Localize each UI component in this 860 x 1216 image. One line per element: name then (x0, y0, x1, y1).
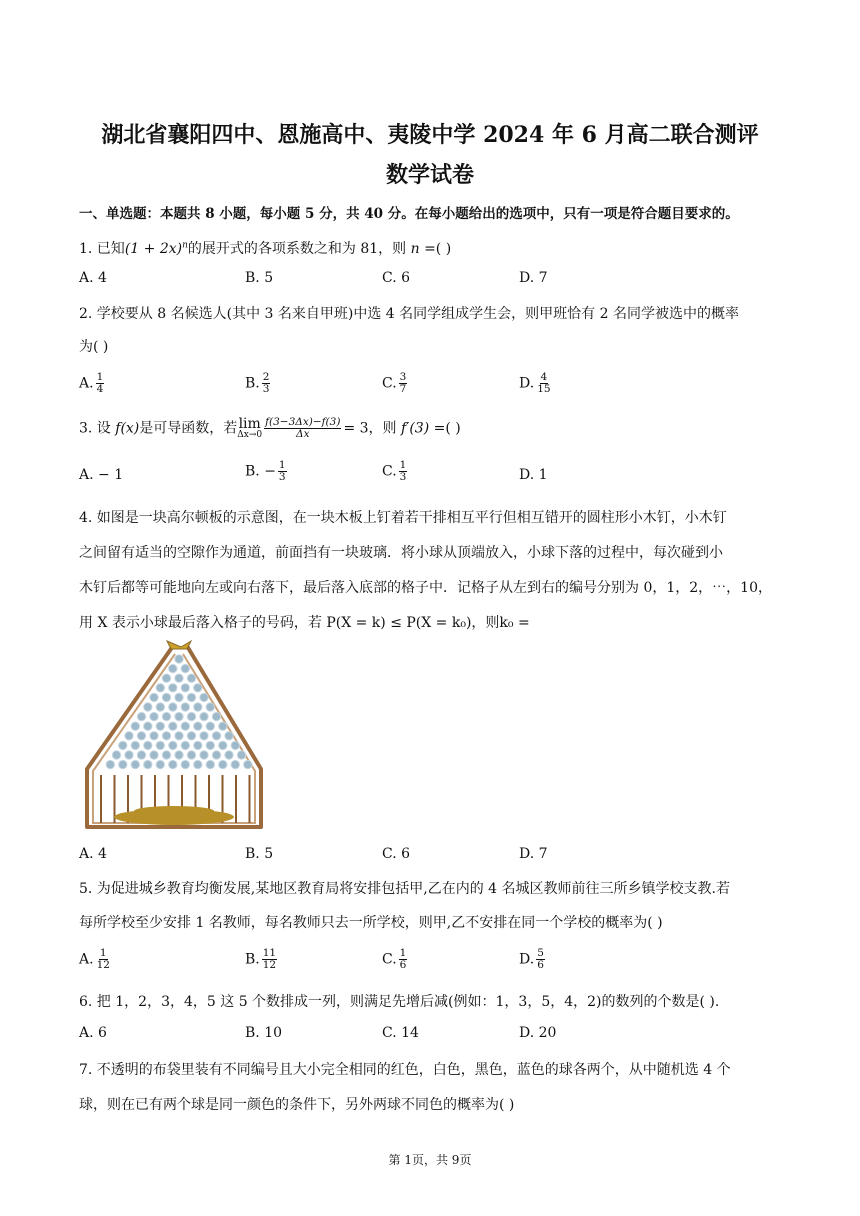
q4-option-b: B. 5 (245, 846, 274, 862)
peg (194, 741, 202, 749)
peg (225, 751, 233, 759)
q2-d-num: 4 (540, 371, 548, 383)
q3-fx: f(x) (115, 420, 140, 437)
peg (169, 741, 177, 749)
q3-num: f(3−3Δx)−f(3) (265, 416, 341, 428)
funnel-icon (167, 641, 191, 649)
peg (162, 712, 170, 720)
question-4-line-1: 4. 如图是一块高尔顿板的示意图，在一块木板上钉着若干排相互平行但相互错开的圆柱形小木钉，小木钉 (79, 510, 727, 526)
q3-option-c-label: C. (382, 463, 397, 480)
q3-text-c: = 3，则 (343, 420, 401, 437)
q6-option-c: C. 14 (382, 1025, 419, 1041)
q2-option-a (79, 372, 106, 395)
peg (169, 684, 177, 692)
exam-subtitle: 数学试卷 (385, 162, 474, 188)
question-4-line-4: 用 X 表示小球最后落入格子的号码，若 P(X = k) ≤ P(X = k₀)，则k₀ = (79, 615, 530, 631)
peg (200, 751, 208, 759)
peg (187, 674, 195, 682)
q5-option-b (245, 948, 279, 971)
peg (194, 760, 202, 768)
peg (144, 703, 152, 711)
peg (162, 674, 170, 682)
peg (181, 703, 189, 711)
peg (131, 741, 139, 749)
peg (175, 712, 183, 720)
peg (212, 712, 220, 720)
peg (156, 760, 164, 768)
peg (219, 760, 227, 768)
q2-option-d-label: D. (519, 375, 535, 392)
question-5-line-2: 每所学校至少安排 1 名教师，每名教师只去一所学校，则甲,乙不安排在同一个学校的概率为( ) (79, 915, 663, 931)
peg (150, 712, 158, 720)
q3-lim-sub: Δx→0 (237, 430, 263, 441)
q3-option-b-fraction (278, 460, 287, 483)
q5-c-den: 6 (399, 959, 407, 972)
section-heading: 一、单选题：本题共 8 小题，每小题 5 分，共 40 分。在每小题给出的选项中，只有一项是符合题目要求的。 (79, 206, 739, 222)
peg (237, 751, 245, 759)
peg (181, 722, 189, 730)
question-7-line-1: 7. 不透明的布袋里装有不同编号且大小完全相同的红色，白色，黑色，蓝色的球各两个，从中随机选 4 个 (79, 1062, 731, 1078)
q2-option-a-fraction (96, 372, 105, 395)
peg (156, 684, 164, 692)
q5-option-d-fraction (536, 948, 545, 971)
q5-option-c-label: C. (382, 951, 397, 968)
q5-b-den: 12 (262, 959, 277, 972)
peg (175, 655, 183, 663)
q5-option-a-fraction (96, 948, 111, 971)
q3-c-den: 3 (399, 471, 407, 484)
q1-expr: (1 + 2x) (124, 241, 183, 257)
peg (106, 760, 114, 768)
q5-option-d (519, 948, 547, 971)
q2-option-a-label: A. (79, 375, 94, 392)
peg (175, 674, 183, 682)
q5-option-b-fraction (262, 948, 277, 971)
peg (194, 722, 202, 730)
peg (181, 741, 189, 749)
q5-d-den: 6 (537, 959, 544, 972)
q3-b-den: 3 (278, 471, 286, 484)
peg (169, 760, 177, 768)
q2-a-num: 1 (96, 371, 104, 383)
peg (156, 741, 164, 749)
peg (175, 732, 183, 740)
q3-den: Δx (296, 428, 310, 441)
peg (162, 693, 170, 701)
peg (150, 751, 158, 759)
collected-balls (114, 806, 234, 825)
q3-text-a: 3. 设 (79, 420, 116, 437)
peg (175, 751, 183, 759)
peg (175, 693, 183, 701)
peg (200, 693, 208, 701)
peg (169, 664, 177, 672)
peg (187, 732, 195, 740)
question-5-line-1: 5. 为促进城乡教育均衡发展,某地区教育局将安排包括甲,乙在内的 4 名城区教师前往三所乡镇学校支教.若 (79, 881, 730, 897)
peg (137, 712, 145, 720)
peg (169, 703, 177, 711)
q1-var: n (410, 241, 420, 257)
peg (194, 684, 202, 692)
peg (212, 751, 220, 759)
q2-option-c-fraction (399, 372, 408, 395)
peg (169, 722, 177, 730)
q3-c-num: 1 (399, 459, 407, 471)
question-2-line-1: 2. 学校要从 8 名候选人(其中 3 名来自甲班)中选 4 名同学组成学生会，则甲班恰有 2 名同学被选中的概率 (79, 306, 739, 322)
question-4-line-2: 之间留有适当的空隙作为通道，前面挡有一块玻璃．将小球从顶端放入，小球下落的过程中，每次碰到小 (79, 545, 723, 561)
question-7-line-2: 球，则在已有两个球是同一颜色的条件下，另外两球不同色的概率为( ) (79, 1097, 515, 1113)
q3-option-c-fraction (399, 460, 408, 483)
q3-option-d: D. 1 (519, 467, 548, 483)
peg (150, 732, 158, 740)
peg (137, 732, 145, 740)
peg (206, 741, 214, 749)
q3-lim-word: lim (238, 416, 261, 433)
peg (231, 741, 239, 749)
peg (187, 712, 195, 720)
q5-option-b-label: B. (245, 951, 260, 968)
exam-title: 湖北省襄阳四中、恩施高中、夷陵中学 2024 年 6 月高二联合测评 (101, 122, 759, 148)
q1-exponent: n (182, 240, 188, 251)
q3-fprime: f′(3) (400, 420, 430, 437)
q5-d-num: 5 (537, 947, 544, 959)
q5-option-d-label: D. (519, 951, 535, 968)
q3-fraction (264, 417, 341, 440)
peg (212, 732, 220, 740)
peg (231, 760, 239, 768)
q6-option-a: A. 6 (79, 1025, 107, 1041)
q2-b-den: 3 (262, 383, 270, 396)
peg (112, 751, 120, 759)
q6-option-b: B. 10 (245, 1025, 283, 1041)
q4-option-d: D. 7 (519, 846, 548, 862)
peg (137, 751, 145, 759)
peg (194, 703, 202, 711)
peg (156, 722, 164, 730)
q3-option-b-label: B. − (245, 463, 276, 480)
peg (119, 741, 127, 749)
q4-option-c: C. 6 (382, 846, 411, 862)
peg (225, 732, 233, 740)
q6-option-d: D. 20 (519, 1025, 557, 1041)
q3-option-c (382, 460, 409, 483)
peg (187, 751, 195, 759)
q2-b-num: 2 (262, 371, 270, 383)
peg (156, 703, 164, 711)
peg (162, 751, 170, 759)
q2-option-b-label: B. (245, 375, 260, 392)
q1-option-a: A. 4 (79, 270, 107, 286)
q2-c-num: 3 (399, 371, 407, 383)
q2-c-den: 7 (399, 383, 407, 396)
q4-option-a: A. 4 (79, 846, 107, 862)
question-6-line-1: 6. 把 1，2，3，4，5 这 5 个数排成一列，则满足先增后减(例如：1，3，5，4，2)的数列的个数是( ). (79, 994, 720, 1010)
peg (219, 741, 227, 749)
q5-option-a (79, 948, 113, 971)
q1-option-c: C. 6 (382, 270, 411, 286)
q3-limit (237, 417, 262, 440)
q2-option-b-fraction (262, 372, 271, 395)
q5-b-num: 11 (262, 947, 277, 959)
q2-option-d-fraction (536, 372, 551, 395)
q2-option-c (382, 372, 409, 395)
peg (206, 760, 214, 768)
question-1 (79, 238, 451, 258)
peg (125, 732, 133, 740)
peg (181, 664, 189, 672)
question-2-line-2: 为( ) (79, 339, 109, 355)
q5-option-c-fraction (399, 948, 408, 971)
q3-option-b (245, 460, 289, 483)
q1-option-d: D. 7 (519, 270, 548, 286)
q5-option-a-label: A. (79, 951, 94, 968)
q2-option-d (519, 372, 554, 395)
peg (162, 732, 170, 740)
page-footer: 第 1页，共 9页 (388, 1153, 472, 1167)
q1-option-b: B. 5 (245, 270, 274, 286)
q5-option-c (382, 948, 409, 971)
q5-a-den: 12 (96, 959, 110, 972)
q5-a-num: 1 (99, 947, 107, 959)
peg (206, 722, 214, 730)
q1-text-a: 1. 已知 (79, 241, 125, 257)
peg (131, 722, 139, 730)
q3-option-a: A. − 1 (79, 467, 124, 483)
q2-d-den: 15 (537, 383, 551, 396)
q2-a-den: 4 (96, 383, 104, 396)
peg (219, 722, 227, 730)
q3-b-num: 1 (278, 459, 286, 471)
peg (181, 760, 189, 768)
peg (119, 760, 127, 768)
question-3 (79, 417, 461, 440)
peg (181, 684, 189, 692)
peg (244, 760, 252, 768)
peg (144, 722, 152, 730)
q2-option-b (245, 372, 272, 395)
peg (144, 741, 152, 749)
peg (144, 760, 152, 768)
peg (150, 693, 158, 701)
q3-text-d: =( ) (429, 420, 461, 437)
peg (200, 732, 208, 740)
peg (206, 703, 214, 711)
q1-text-b: 的展开式的各项系数之和为 81，则 (187, 241, 411, 257)
peg (125, 751, 133, 759)
q3-text-b: 是可导函数，若 (139, 420, 238, 437)
galton-board-figure (79, 637, 269, 832)
q2-option-c-label: C. (382, 375, 397, 392)
q1-text-c: =( ) (419, 241, 452, 257)
peg (187, 693, 195, 701)
peg (200, 712, 208, 720)
peg (131, 760, 139, 768)
q5-c-num: 1 (399, 947, 407, 959)
question-4-line-3: 木钉后都等可能地向左或向右落下，最后落入底部的格子中．记格子从左到右的编号分别为 0，1，2，⋯，10， (79, 580, 772, 596)
